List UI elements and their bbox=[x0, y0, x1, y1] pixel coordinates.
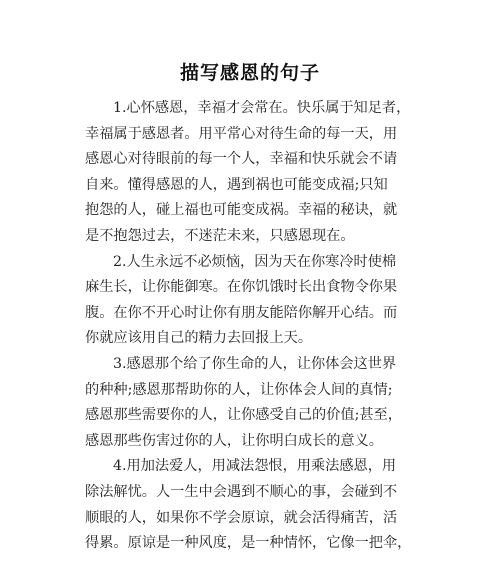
paragraph-line: 2.人生永远不必烦恼，因为天在你寒冷时使棉 bbox=[113, 253, 397, 270]
paragraph-3 bbox=[85, 352, 425, 454]
paragraph-line: 感恩那些伤害过你的人，让你明白成长的意义。 bbox=[85, 432, 383, 449]
paragraph-line: 是不抱怨过去，不迷茫未来，只感恩现在。 bbox=[85, 227, 355, 244]
paragraph-line: 麻生长，让你能御寒。在你饥饿时长出食物令你果 bbox=[85, 279, 398, 296]
paragraph-line: 除法解忧。人一生中会遇到不顺心的事，会碰到不 bbox=[85, 483, 398, 500]
paragraph-1 bbox=[85, 96, 425, 250]
paragraph-line: 得累。原谅是一种风度，是一种情怀，它像一把伞， bbox=[85, 535, 412, 552]
document-body bbox=[85, 96, 425, 557]
paragraph-line: 你就应该用自己的精力去回报上天。 bbox=[85, 330, 313, 347]
paragraph-line: 感恩那些需要你的人，让你感受自己的价值;甚至， bbox=[85, 407, 402, 424]
paragraph-line: 的种种;感恩那帮助你的人，让你体会人间的真情; bbox=[85, 381, 393, 398]
paragraph-4 bbox=[85, 454, 425, 556]
paragraph-line: 1.心怀感恩，幸福才会常在。快乐属于知足者， bbox=[113, 100, 411, 116]
paragraph-line: 幸福属于感恩者。用平常心对待生命的每一天，用 bbox=[85, 125, 398, 142]
paragraph-2 bbox=[85, 250, 425, 352]
paragraph-line: 感恩心对待眼前的每一个人，幸福和快乐就会不请 bbox=[85, 151, 398, 168]
paragraph-line: 自来。懂得感恩的人，遇到祸也可能变成福;只知 bbox=[85, 176, 388, 193]
document-title: 描写感恩的句子 bbox=[179, 62, 320, 84]
paragraph-line: 4.用加法爱人，用减法怨恨，用乘法感恩，用 bbox=[113, 458, 397, 475]
paragraph-line: 顺眼的人，如果你不学会原谅，就会活得痛苦，活 bbox=[85, 509, 398, 526]
paragraph-line: 3.感恩那个给了你生命的人，让你体会这世界 bbox=[113, 355, 397, 372]
paragraph-line: 腹。在你不开心时让你有朋友能陪你解开心结。而 bbox=[85, 304, 398, 321]
paragraph-line: 抱怨的人，碰上福也可能变成祸。幸福的秘诀，就 bbox=[85, 202, 398, 219]
